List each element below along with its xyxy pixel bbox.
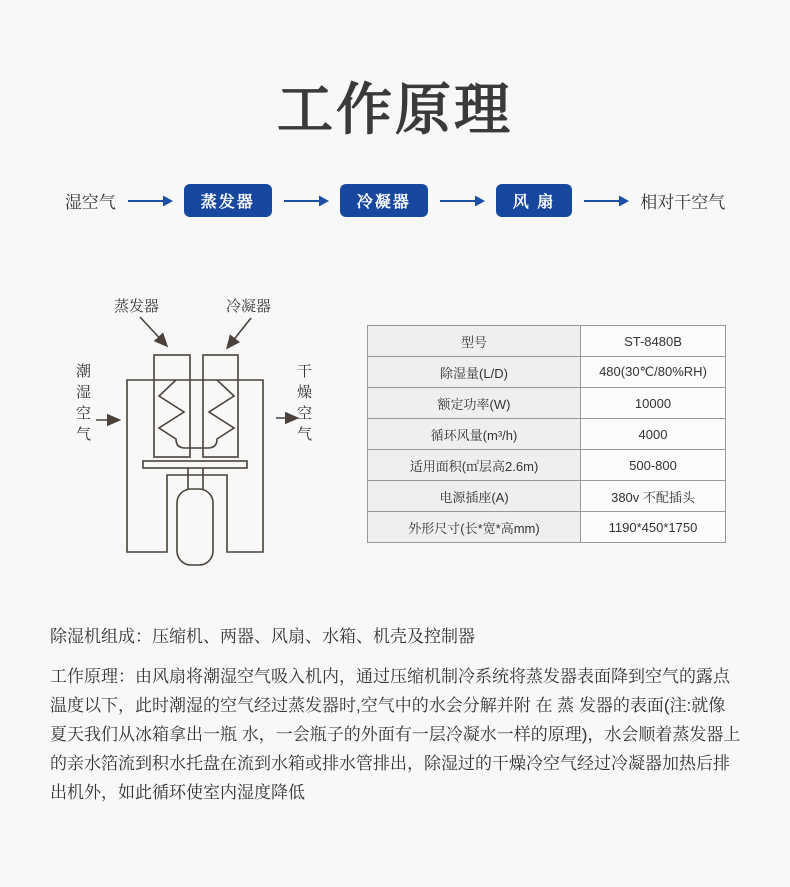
table-row bbox=[368, 326, 726, 357]
spec-value: 500-800 bbox=[581, 450, 726, 481]
spec-label: 除湿量(L/D) bbox=[368, 357, 581, 388]
spec-value: 1190*450*1750 bbox=[581, 512, 726, 543]
humid-air-inlet-label: 潮湿空气 bbox=[74, 363, 91, 447]
spec-label: 外形尺寸(长*宽*高mm) bbox=[368, 512, 581, 543]
table-row bbox=[368, 512, 726, 543]
machine-schematic bbox=[50, 287, 350, 597]
principle-text: 工作原理：由风扇将潮湿空气吸入机内，通过压缩机制冷系统将蒸发器表面降到空气的露点温度以下，此时潮湿的空气经过蒸发器时,空气中的水会分解并附 在 蒸 发器的表面(注:就像夏天我们从冰箱拿出一瓶 水，一会瓶子的外面有一层冷凝水一样的原理)，水会顺着蒸发器上的亲水箔流到积水托盘在流到水箱或排水管排出，除湿过的干燥冷空气经过冷凝器加热后排出机外，如此循环使室内湿度降低 bbox=[50, 667, 741, 802]
condenser-label: 冷凝器 bbox=[226, 298, 272, 315]
spec-label: 型号 bbox=[368, 326, 581, 357]
flow-step-fan: 风 扇 bbox=[496, 184, 572, 217]
right-arrow-icon bbox=[583, 194, 629, 208]
spec-value: 380v 不配插头 bbox=[581, 481, 726, 512]
spec-value: 4000 bbox=[581, 419, 726, 450]
right-arrow-icon bbox=[127, 194, 173, 208]
main-section bbox=[0, 287, 790, 617]
flow-step-condenser: 冷凝器 bbox=[340, 184, 428, 217]
table-row bbox=[368, 357, 726, 388]
table-row bbox=[368, 481, 726, 512]
page-title: 工作原理 bbox=[277, 78, 513, 141]
spec-label: 循环风量(m³/h) bbox=[368, 419, 581, 450]
spec-label: 电源插座(A) bbox=[368, 481, 581, 512]
spec-label: 适用面积(㎡层高2.6m) bbox=[368, 450, 581, 481]
spec-value: 480(30℃/80%RH) bbox=[581, 357, 726, 388]
right-arrow-icon bbox=[283, 194, 329, 208]
composition-text: 除湿机组成：压缩机、两器、风扇、水箱、机壳及控制器 bbox=[50, 627, 475, 646]
right-arrow-icon bbox=[439, 194, 485, 208]
spec-label: 额定功率(W) bbox=[368, 388, 581, 419]
table-row bbox=[368, 419, 726, 450]
evaporator-label: 蒸发器 bbox=[114, 298, 160, 315]
table-row bbox=[368, 450, 726, 481]
spec-table bbox=[367, 325, 726, 543]
process-flow bbox=[0, 184, 790, 217]
spec-value: ST-8480B bbox=[581, 326, 726, 357]
flow-end-label: 相对干空气 bbox=[640, 193, 726, 212]
description-notes bbox=[50, 625, 742, 807]
flow-step-evaporator: 蒸发器 bbox=[184, 184, 272, 217]
table-row bbox=[368, 388, 726, 419]
dry-air-outlet-label: 干燥空气 bbox=[295, 363, 312, 447]
spec-value: 10000 bbox=[581, 388, 726, 419]
flow-start-label: 湿空气 bbox=[64, 193, 116, 212]
